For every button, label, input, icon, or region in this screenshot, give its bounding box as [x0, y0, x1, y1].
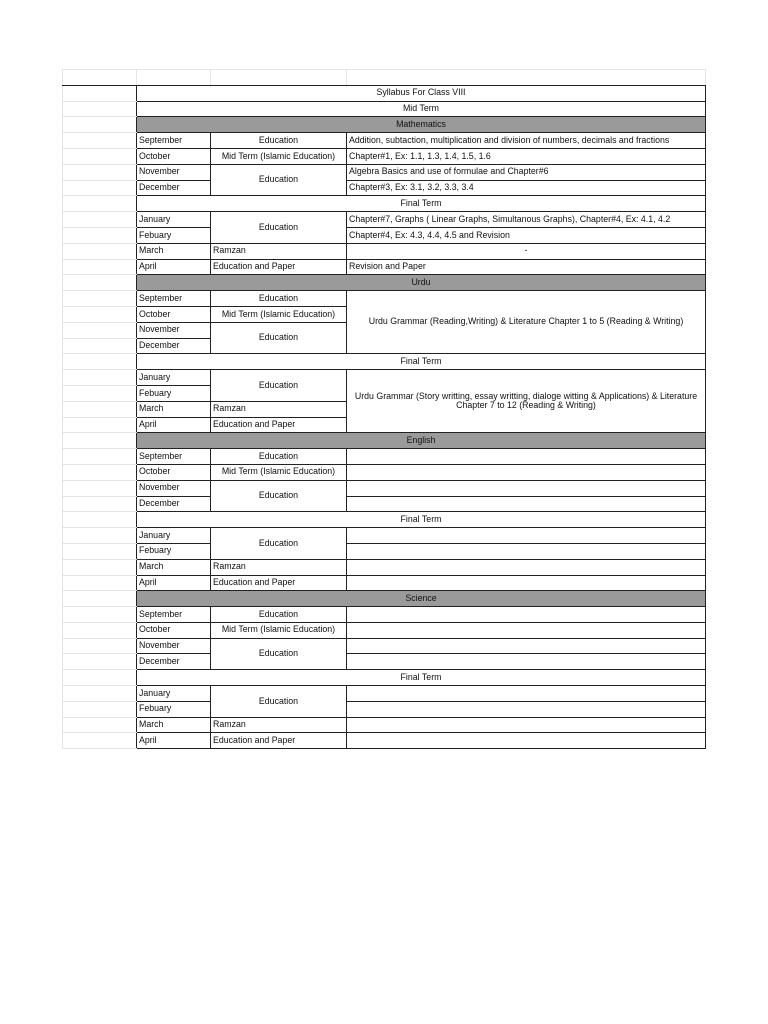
- activity-cell[interactable]: Education: [211, 528, 347, 560]
- content-cell[interactable]: [347, 622, 706, 638]
- cell[interactable]: [63, 464, 137, 480]
- activity-cell[interactable]: Education and Paper: [211, 733, 347, 749]
- final-term-heading[interactable]: Final Term: [137, 670, 706, 686]
- table-row: [63, 496, 706, 512]
- cell[interactable]: [63, 180, 137, 196]
- sheet-blank-row: [63, 70, 706, 86]
- content-cell[interactable]: [347, 717, 706, 733]
- table-row: [63, 464, 706, 480]
- cell[interactable]: [63, 607, 137, 623]
- month-cell[interactable]: September: [137, 607, 211, 623]
- activity-cell[interactable]: Ramzan: [211, 717, 347, 733]
- content-cell[interactable]: Revision and Paper: [347, 259, 706, 275]
- content-cell[interactable]: [347, 638, 706, 654]
- month-cell[interactable]: April: [137, 259, 211, 275]
- cell[interactable]: [63, 275, 137, 291]
- subject-row: [63, 275, 706, 291]
- table-row: [63, 528, 706, 544]
- activity-cell[interactable]: Education: [211, 449, 347, 465]
- cell[interactable]: [63, 70, 137, 86]
- cell[interactable]: [63, 148, 137, 164]
- cell[interactable]: [63, 622, 137, 638]
- activity-cell[interactable]: Mid Term (Islamic Education): [211, 306, 347, 322]
- content-cell[interactable]: [347, 701, 706, 717]
- activity-cell[interactable]: Education and Paper: [211, 417, 347, 433]
- cell[interactable]: [63, 401, 137, 417]
- term-row: [63, 670, 706, 686]
- cell[interactable]: [211, 70, 347, 86]
- urdu-final-content[interactable]: Urdu Grammar (Story writting, essay writting, dialoge witting & Applications) & Literature Chapter 7 to 12 (Reading & Writing): [347, 370, 706, 433]
- term-row: [63, 354, 706, 370]
- content-cell[interactable]: [347, 528, 706, 544]
- month-cell[interactable]: December: [137, 496, 211, 512]
- cell[interactable]: [63, 338, 137, 354]
- activity-cell[interactable]: Education and Paper: [211, 259, 347, 275]
- table-row: [63, 212, 706, 228]
- table-row: [63, 686, 706, 702]
- cell[interactable]: [63, 291, 137, 307]
- month-cell[interactable]: November: [137, 638, 211, 654]
- month-cell[interactable]: Febuary: [137, 701, 211, 717]
- cell[interactable]: [63, 433, 137, 449]
- spreadsheet: [62, 69, 706, 749]
- activity-cell[interactable]: Education: [211, 212, 347, 244]
- activity-cell[interactable]: Education: [211, 164, 347, 196]
- cell[interactable]: [63, 449, 137, 465]
- month-cell[interactable]: September: [137, 291, 211, 307]
- table-row: [63, 259, 706, 275]
- month-cell[interactable]: January: [137, 528, 211, 544]
- cell[interactable]: [63, 243, 137, 259]
- activity-cell[interactable]: Education: [211, 133, 347, 149]
- syllabus-title[interactable]: Syllabus For Class VIII: [137, 85, 706, 101]
- month-cell[interactable]: Febuary: [137, 543, 211, 559]
- content-cell[interactable]: Chapter#1, Ex: 1.1, 1.3, 1.4, 1.5, 1.6: [347, 148, 706, 164]
- activity-cell[interactable]: Mid Term (Islamic Education): [211, 464, 347, 480]
- title-row: [63, 85, 706, 101]
- month-cell[interactable]: Febuary: [137, 227, 211, 243]
- cell[interactable]: [63, 591, 137, 607]
- cell[interactable]: [63, 733, 137, 749]
- cell[interactable]: [137, 70, 211, 86]
- table-row: [63, 654, 706, 670]
- month-cell[interactable]: December: [137, 654, 211, 670]
- cell[interactable]: [63, 543, 137, 559]
- activity-cell[interactable]: Ramzan: [211, 559, 347, 575]
- cell[interactable]: [63, 670, 137, 686]
- table-row: [63, 607, 706, 623]
- cell[interactable]: [63, 480, 137, 496]
- activity-cell[interactable]: Education: [211, 686, 347, 718]
- content-cell[interactable]: Chapter#4, Ex: 4.3, 4.4, 4.5 and Revision: [347, 227, 706, 243]
- cell[interactable]: [63, 686, 137, 702]
- table-row: [63, 543, 706, 559]
- month-cell[interactable]: December: [137, 338, 211, 354]
- cell[interactable]: [63, 559, 137, 575]
- cell[interactable]: [63, 701, 137, 717]
- activity-cell[interactable]: Education: [211, 607, 347, 623]
- month-cell[interactable]: January: [137, 686, 211, 702]
- subject-row: [63, 433, 706, 449]
- content-cell[interactable]: [347, 607, 706, 623]
- month-cell[interactable]: Febuary: [137, 385, 211, 401]
- activity-cell[interactable]: Mid Term (Islamic Education): [211, 148, 347, 164]
- cell[interactable]: [63, 117, 137, 133]
- month-cell[interactable]: October: [137, 306, 211, 322]
- activity-cell[interactable]: Education and Paper: [211, 575, 347, 591]
- month-cell[interactable]: November: [137, 164, 211, 180]
- month-cell[interactable]: April: [137, 575, 211, 591]
- table-row: [63, 717, 706, 733]
- cell[interactable]: [63, 512, 137, 528]
- table-row: [63, 480, 706, 496]
- content-cell[interactable]: Algebra Basics and use of formulae and Chapter#6: [347, 164, 706, 180]
- content-cell[interactable]: [347, 654, 706, 670]
- cell[interactable]: [63, 417, 137, 433]
- month-cell[interactable]: January: [137, 370, 211, 386]
- month-cell[interactable]: January: [137, 212, 211, 228]
- content-cell[interactable]: Chapter#7, Graphs ( Linear Graphs, Simultanous Graphs), Chapter#4, Ex: 4.1, 4.2: [347, 212, 706, 228]
- subject-heading-science[interactable]: Science: [137, 591, 706, 607]
- table-row: [63, 575, 706, 591]
- cell[interactable]: [347, 70, 706, 86]
- content-cell[interactable]: -: [347, 243, 706, 259]
- cell[interactable]: [63, 575, 137, 591]
- table-row: [63, 227, 706, 243]
- month-cell[interactable]: November: [137, 480, 211, 496]
- subject-row: [63, 117, 706, 133]
- cell[interactable]: [63, 496, 137, 512]
- month-cell[interactable]: April: [137, 733, 211, 749]
- cell[interactable]: [63, 528, 137, 544]
- syllabus-table: [62, 69, 706, 749]
- activity-cell[interactable]: Ramzan: [211, 401, 347, 417]
- month-cell[interactable]: November: [137, 322, 211, 338]
- cell[interactable]: [63, 306, 137, 322]
- month-cell[interactable]: October: [137, 148, 211, 164]
- content-cell[interactable]: Addition, subtaction, multiplication and division of numbers, decimals and fractions: [347, 133, 706, 149]
- final-term-heading[interactable]: Final Term: [137, 196, 706, 212]
- cell[interactable]: [63, 638, 137, 654]
- table-row: [63, 243, 706, 259]
- mid-term-heading[interactable]: Mid Term: [137, 101, 706, 117]
- term-row: [63, 512, 706, 528]
- subject-heading-urdu[interactable]: Urdu: [137, 275, 706, 291]
- table-row: [63, 638, 706, 654]
- month-cell[interactable]: March: [137, 559, 211, 575]
- content-cell[interactable]: [347, 559, 706, 575]
- content-cell[interactable]: [347, 480, 706, 496]
- cell[interactable]: [63, 101, 137, 117]
- term-row: [63, 196, 706, 212]
- activity-cell[interactable]: Education: [211, 291, 347, 307]
- table-row: [63, 164, 706, 180]
- month-cell[interactable]: March: [137, 401, 211, 417]
- activity-cell[interactable]: Education: [211, 322, 347, 354]
- content-cell[interactable]: [347, 686, 706, 702]
- content-cell[interactable]: [347, 449, 706, 465]
- cell[interactable]: [63, 385, 137, 401]
- cell[interactable]: [63, 322, 137, 338]
- table-row: [63, 370, 706, 386]
- content-cell[interactable]: [347, 733, 706, 749]
- urdu-mid-content[interactable]: Urdu Grammar (Reading,Writing) & Literature Chapter 1 to 5 (Reading & Writing): [347, 291, 706, 354]
- content-cell[interactable]: [347, 543, 706, 559]
- cell[interactable]: [63, 370, 137, 386]
- cell[interactable]: [63, 259, 137, 275]
- cell[interactable]: [63, 212, 137, 228]
- table-row: [63, 449, 706, 465]
- cell[interactable]: [63, 164, 137, 180]
- cell[interactable]: [63, 227, 137, 243]
- content-cell[interactable]: [347, 464, 706, 480]
- activity-cell[interactable]: Education: [211, 480, 347, 512]
- month-cell[interactable]: March: [137, 717, 211, 733]
- content-cell[interactable]: [347, 575, 706, 591]
- table-row: [63, 133, 706, 149]
- cell[interactable]: [63, 717, 137, 733]
- month-cell[interactable]: September: [137, 449, 211, 465]
- table-row: [63, 622, 706, 638]
- table-row: [63, 701, 706, 717]
- cell[interactable]: [63, 196, 137, 212]
- table-row: [63, 291, 706, 307]
- month-cell[interactable]: April: [137, 417, 211, 433]
- table-row: [63, 148, 706, 164]
- month-cell[interactable]: September: [137, 133, 211, 149]
- content-cell[interactable]: [347, 496, 706, 512]
- content-cell[interactable]: Chapter#3, Ex: 3.1, 3.2, 3.3, 3.4: [347, 180, 706, 196]
- month-cell[interactable]: December: [137, 180, 211, 196]
- table-row: [63, 180, 706, 196]
- month-cell[interactable]: October: [137, 622, 211, 638]
- activity-cell[interactable]: Mid Term (Islamic Education): [211, 622, 347, 638]
- activity-cell[interactable]: Education: [211, 638, 347, 670]
- subject-heading-english[interactable]: English: [137, 433, 706, 449]
- cell[interactable]: [63, 354, 137, 370]
- activity-cell[interactable]: Education: [211, 370, 347, 402]
- month-cell[interactable]: October: [137, 464, 211, 480]
- table-row: [63, 559, 706, 575]
- subject-row: [63, 591, 706, 607]
- term-row: [63, 101, 706, 117]
- table-row: [63, 733, 706, 749]
- final-term-heading[interactable]: Final Term: [137, 354, 706, 370]
- final-term-heading[interactable]: Final Term: [137, 512, 706, 528]
- subject-heading-mathematics[interactable]: Mathematics: [137, 117, 706, 133]
- cell[interactable]: [63, 654, 137, 670]
- activity-cell[interactable]: Ramzan: [211, 243, 347, 259]
- month-cell[interactable]: March: [137, 243, 211, 259]
- cell[interactable]: [63, 133, 137, 149]
- cell[interactable]: [63, 85, 137, 101]
